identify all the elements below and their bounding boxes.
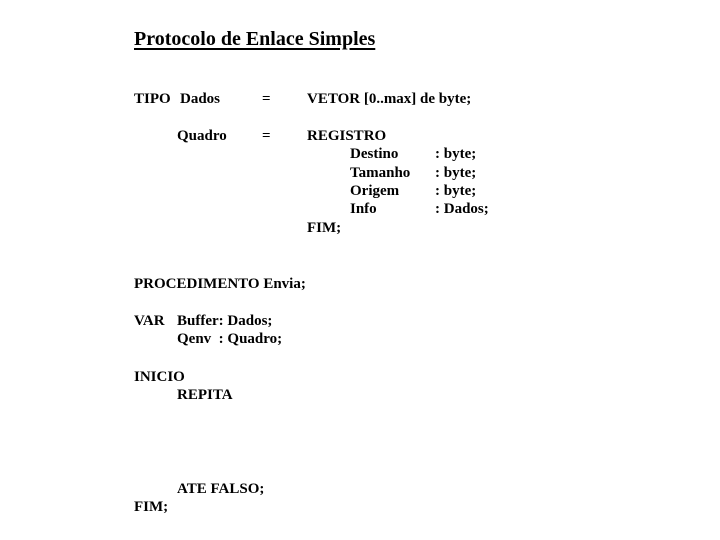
field-type: : byte; (435, 146, 477, 162)
registro-keyword: REGISTRO (307, 128, 387, 144)
page-title: Protocolo de Enlace Simples (134, 28, 376, 50)
dados-equals: = (262, 91, 271, 107)
field-name: Origem (350, 183, 400, 199)
dados-definition: VETOR [0..max] de byte; (307, 91, 472, 107)
dados-type-name: Dados (180, 91, 221, 107)
inicio-keyword: INICIO (134, 369, 185, 385)
field-type: : byte; (435, 165, 477, 181)
field-name: Info (350, 201, 377, 217)
field-type: : Dados; (435, 201, 489, 217)
procedure-header: PROCEDIMENTO Envia; (134, 276, 306, 292)
registro-end: FIM; (307, 220, 342, 236)
quadro-equals: = (262, 128, 271, 144)
tipo-keyword: TIPO (134, 91, 171, 107)
var-qenv: Qenv : Quadro; (177, 331, 283, 347)
quadro-type-name: Quadro (177, 128, 227, 144)
ate-falso: ATE FALSO; (177, 481, 265, 497)
field-name: Tamanho (350, 165, 411, 181)
field-name: Destino (350, 146, 399, 162)
repita-keyword: REPITA (177, 387, 233, 403)
field-type: : byte; (435, 183, 477, 199)
procedure-end: FIM; (134, 499, 169, 515)
var-buffer: Buffer: Dados; (177, 313, 273, 329)
var-keyword: VAR (134, 313, 165, 329)
